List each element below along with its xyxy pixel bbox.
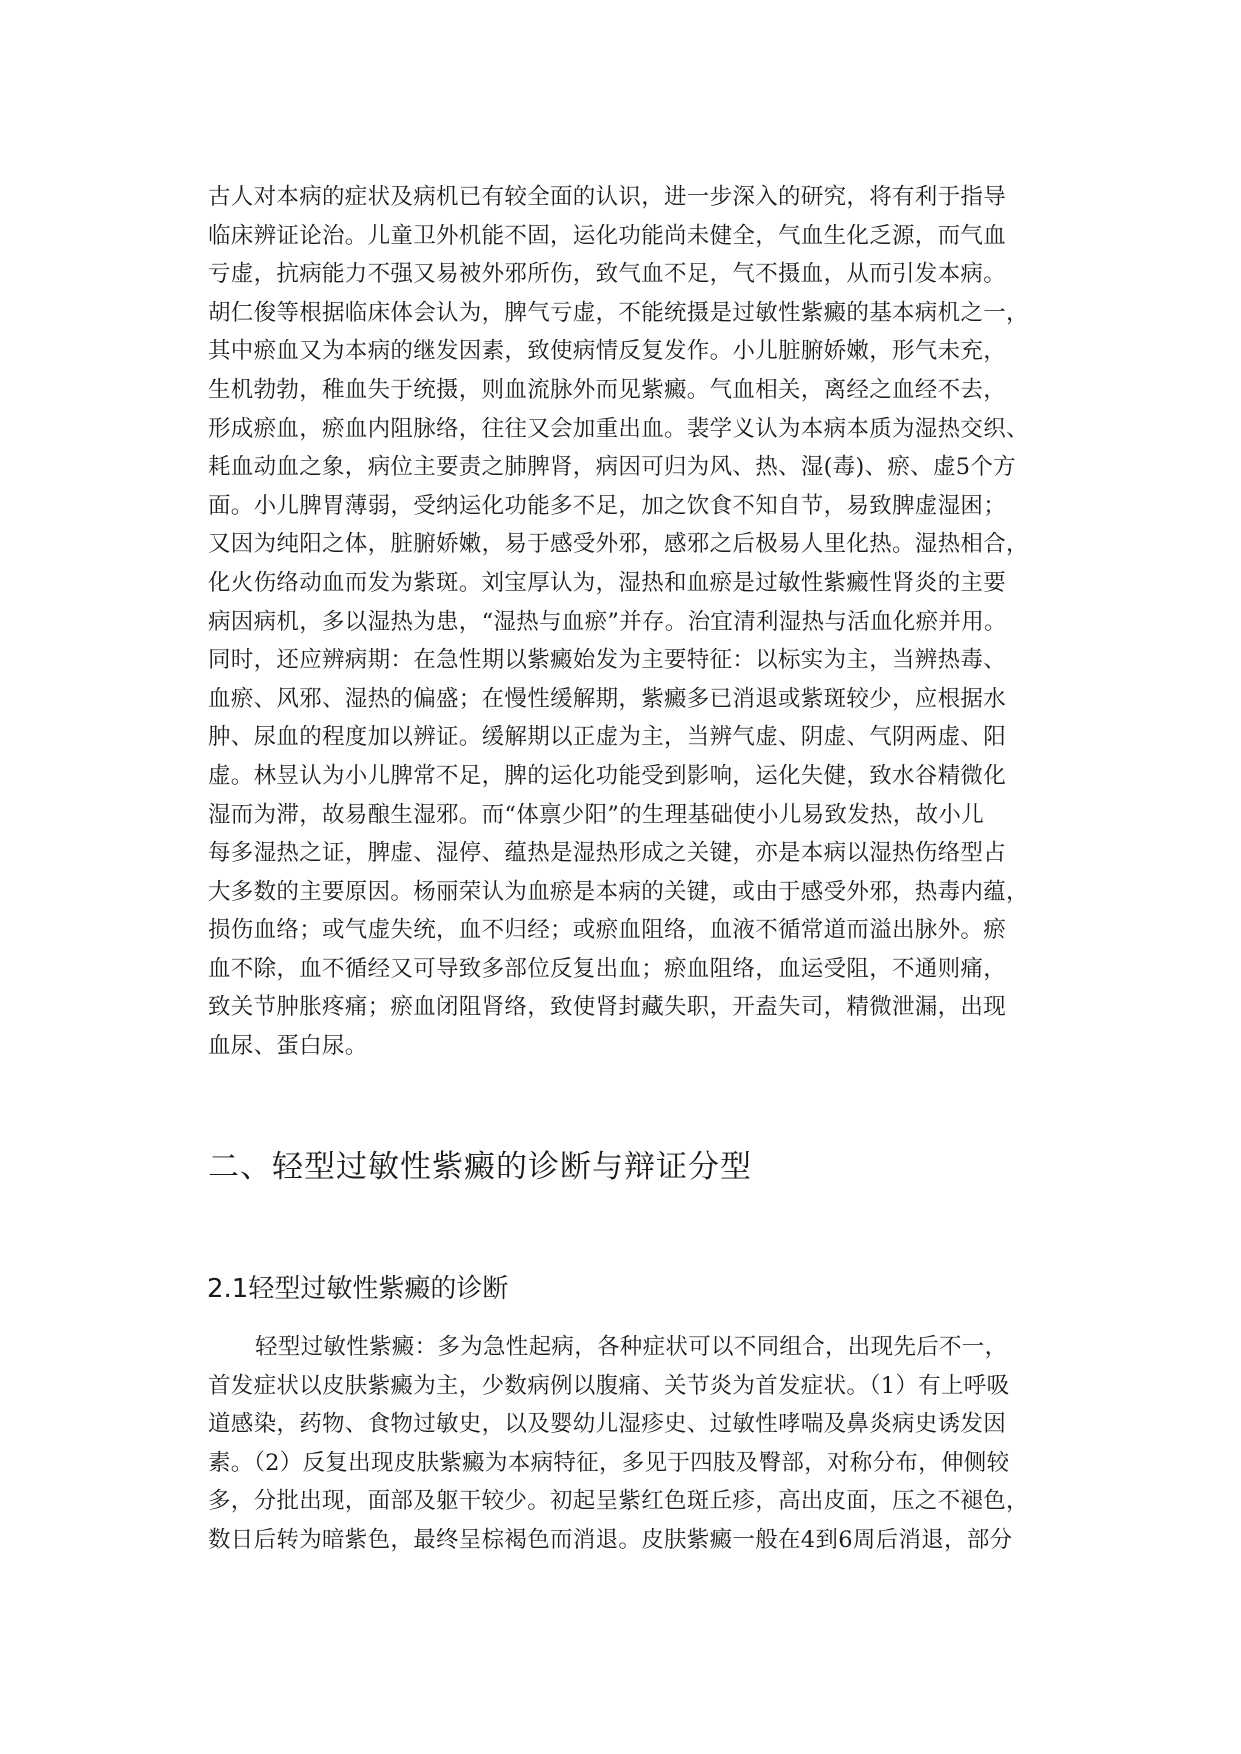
text-line: 面。小儿脾胃薄弱，受纳运化功能多不足，加之饮食不知自节，易致脾虚湿困； [208,492,1007,519]
body-paragraph-pathogenesis [208,178,1088,1066]
text-line: 多，分批出现，面部及躯干较少。初起呈紫红色斑丘疹，高出皮面，压之不褪色， [208,1488,1029,1515]
text-line: 临床辨证论治。儿童卫外机能不固，运化功能尚未健全，气血生化乏源，而气血 [208,222,1007,249]
text-line: 血尿、蛋白尿。 [208,1033,368,1060]
text-line: 其中瘀血又为本病的继发因素，致使病情反复发作。小儿脏腑娇嫩，形气未充， [208,338,1007,365]
text-line: 素。（2）反复出现皮肤紫癜为本病特征，多见于四肢及臀部，对称分布，伸侧较 [208,1449,1010,1476]
text-line: 轻型过敏性紫癜：多为急性起病，各种症状可以不同组合，出现先后不一， [255,1334,1008,1360]
text-line: 损伤血络；或气虚失统，血不归经；或瘀血阻络，血液不循常道而溢出脉外。瘀 [208,917,1007,944]
text-line: 血瘀、风邪、湿热的偏盛；在慢性缓解期，紫癜多已消退或紫斑较少，应根据水 [208,685,1007,712]
text-line: 生机勃勃，稚血失于统摄，则血流脉外而见紫癜。气血相关，离经之血经不去， [208,376,1007,403]
text-line: 形成瘀血，瘀血内阻脉络，往往又会加重出血。裴学义认为本病本质为湿热交织、 [208,415,1029,442]
body-paragraph-diagnosis [208,1328,1088,1560]
text-line: 耗血动血之象，病位主要责之肺脾肾，病因可归为风、热、湿(毒)、瘀、虚5个方 [208,454,1016,481]
text-line: 化火伤络动血而发为紫斑。刘宝厚认为，湿热和血瘀是过敏性紫癜性肾炎的主要 [208,569,1007,596]
text-line: 血不除，血不循经又可导致多部位反复出血；瘀血阻络，血运受阻，不通则痛， [208,955,1007,982]
text-line: 虚。林昱认为小儿脾常不足，脾的运化功能受到影响，运化失健，致水谷精微化 [208,762,1007,789]
text-line: 每多湿热之证，脾虚、湿停、蕴热是湿热形成之关键，亦是本病以湿热伤络型占 [208,840,1007,867]
text-line: 病因病机，多以湿热为患，“湿热与血瘀”并存。治宜清利湿热与活血化瘀并用。 [208,608,1007,635]
text-line: 大多数的主要原因。杨丽荣认为血瘀是本病的关键，或由于感受外邪，热毒内蕴， [208,878,1029,905]
subsection-heading: 2.1轻型过敏性紫癜的诊断 [207,1274,509,1304]
text-line: 亏虚，抗病能力不强又易被外邪所伤，致气血不足，气不摄血，从而引发本病。 [208,261,1007,288]
text-line: 致关节肿胀疼痛；瘀血闭阻肾络，致使肾封藏失职，开盍失司，精微泄漏，出现 [208,994,1007,1021]
section-heading: 二、轻型过敏性紫癜的诊断与辩证分型 [208,1149,752,1185]
text-line: 肿、尿血的程度加以辨证。缓解期以正虚为主，当辨气虚、阴虚、气阴两虚、阳 [208,724,1007,751]
text-line: 胡仁俊等根据临床体会认为，脾气亏虚，不能统摄是过敏性紫癜的基本病机之一， [208,299,1029,326]
text-line: 首发症状以皮肤紫癜为主，少数病例以腹痛、关节炎为首发症状。（1）有上呼吸 [208,1372,1010,1399]
text-line: 古人对本病的症状及病机已有较全面的认识，进一步深入的研究，将有利于指导 [208,184,1007,210]
text-line: 数日后转为暗紫色，最终呈棕褐色而消退。皮肤紫癜一般在4到6周后消退，部分 [208,1526,1013,1553]
text-line: 道感染，药物、食物过敏史，以及婴幼儿湿疹史、过敏性哮喘及鼻炎病史诱发因 [208,1411,1007,1438]
text-line: 湿而为滞，故易酿生湿邪。而“体禀少阳”的生理基础使小儿易致发热，故小儿 [208,801,985,828]
text-line: 同时，还应辨病期：在急性期以紫癜始发为主要特征：以标实为主，当辨热毒、 [208,647,1007,674]
text-line: 又因为纯阳之体，脏腑娇嫩，易于感受外邪，感邪之后极易人里化热。湿热相合， [208,531,1029,558]
